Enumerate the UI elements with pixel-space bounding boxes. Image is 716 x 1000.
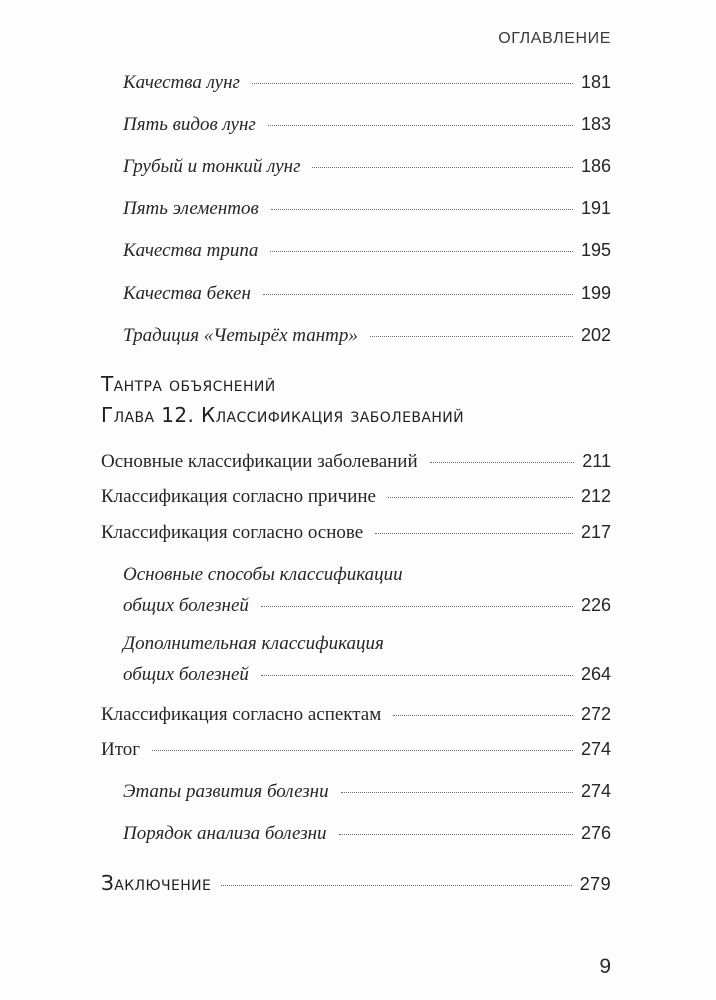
leader-dots [252,83,573,84]
toc-entry-page: 274 [580,781,611,801]
toc-entry-title: Основные классификации заболеваний [101,451,418,472]
leader-dots [221,885,571,886]
toc-entry-title: Этапы развития болезни [123,781,329,802]
toc-entry-page: 276 [580,823,611,843]
section-heading[interactable]: Тантра объяснений [101,372,276,396]
toc-entry[interactable] [123,662,611,687]
toc-entry-title: Пять элементов [123,198,259,219]
leader-dots [261,606,573,607]
leader-dots [152,750,573,751]
toc-entry[interactable] [123,70,611,95]
toc-entry-title-line1[interactable]: Основные способы классификации [123,564,403,585]
toc-entry-title: Итог [101,739,141,760]
leader-dots [263,294,573,295]
toc-entry[interactable] [123,323,611,348]
leader-dots [430,462,575,463]
toc-entry-page: 274 [580,739,611,759]
toc-entry[interactable] [101,449,611,474]
toc-entry-page: 183 [580,114,611,134]
toc-entry-page: 202 [580,325,611,345]
toc-entry-page: 264 [580,664,611,684]
leader-dots [339,834,573,835]
toc-entry-page: 217 [580,522,611,542]
toc-entry-title: Порядок анализа болезни [123,823,327,844]
leader-dots [393,715,573,716]
leader-dots [388,497,573,498]
toc-entry-title: Традиция «Четырёх тантр» [123,325,358,346]
leader-dots [370,336,573,337]
toc-entry[interactable] [123,281,611,306]
leader-dots [375,533,573,534]
toc-entry-title-line1[interactable]: Дополнительная классификация [123,633,384,654]
conclusion-title: Заключение [101,871,212,895]
running-head: ОГЛАВЛЕНИЕ [498,30,611,47]
toc-entry-page: 191 [580,198,611,218]
toc-entry-title-line2: общих болезней [123,664,249,685]
toc-entry[interactable] [101,702,611,727]
toc-entry-title: Качества бекен [123,283,251,304]
toc-entry[interactable] [123,821,611,846]
toc-entry-title: Пять видов лунг [123,114,256,135]
toc-entry[interactable] [123,154,611,179]
toc-entry-title: Классификация согласно аспектам [101,704,382,725]
toc-entry-title: Классификация согласно причине [101,486,376,507]
toc-entry[interactable] [123,112,611,137]
toc-entry-title: Классификация согласно основе [101,522,364,543]
toc-entry-page: 212 [580,486,611,506]
leader-dots [270,251,573,252]
toc-entry-page: 186 [580,156,611,176]
toc-entry-title: Грубый и тонкий лунг [123,156,301,177]
leader-dots [261,675,573,676]
toc-entry-page: 226 [580,595,611,615]
leader-dots [341,792,573,793]
toc-entry-page: 181 [580,72,611,92]
toc-entry[interactable] [123,238,611,263]
leader-dots [271,209,573,210]
toc-entry-page: 199 [580,283,611,303]
page-number: 9 [599,955,611,978]
toc-conclusion[interactable] [101,870,611,897]
toc-entry-page: 195 [580,240,611,260]
chapter-heading[interactable]: Глава 12. Классификация заболеваний [101,403,465,427]
toc-entry[interactable] [123,593,611,618]
toc-entry[interactable] [101,737,611,762]
toc-entry[interactable] [123,196,611,221]
conclusion-page: 279 [579,874,611,894]
toc-entry[interactable] [123,779,611,804]
toc-entry[interactable] [101,484,611,509]
toc-entry-title-line2: общих болезней [123,595,249,616]
leader-dots [268,125,573,126]
toc-entry-title: Качества лунг [123,72,240,93]
toc-entry-title: Качества трипа [123,240,259,261]
toc-entry-page: 272 [580,704,611,724]
toc-entry[interactable] [101,520,611,545]
leader-dots [312,167,572,168]
toc-entry-page: 211 [582,451,611,471]
